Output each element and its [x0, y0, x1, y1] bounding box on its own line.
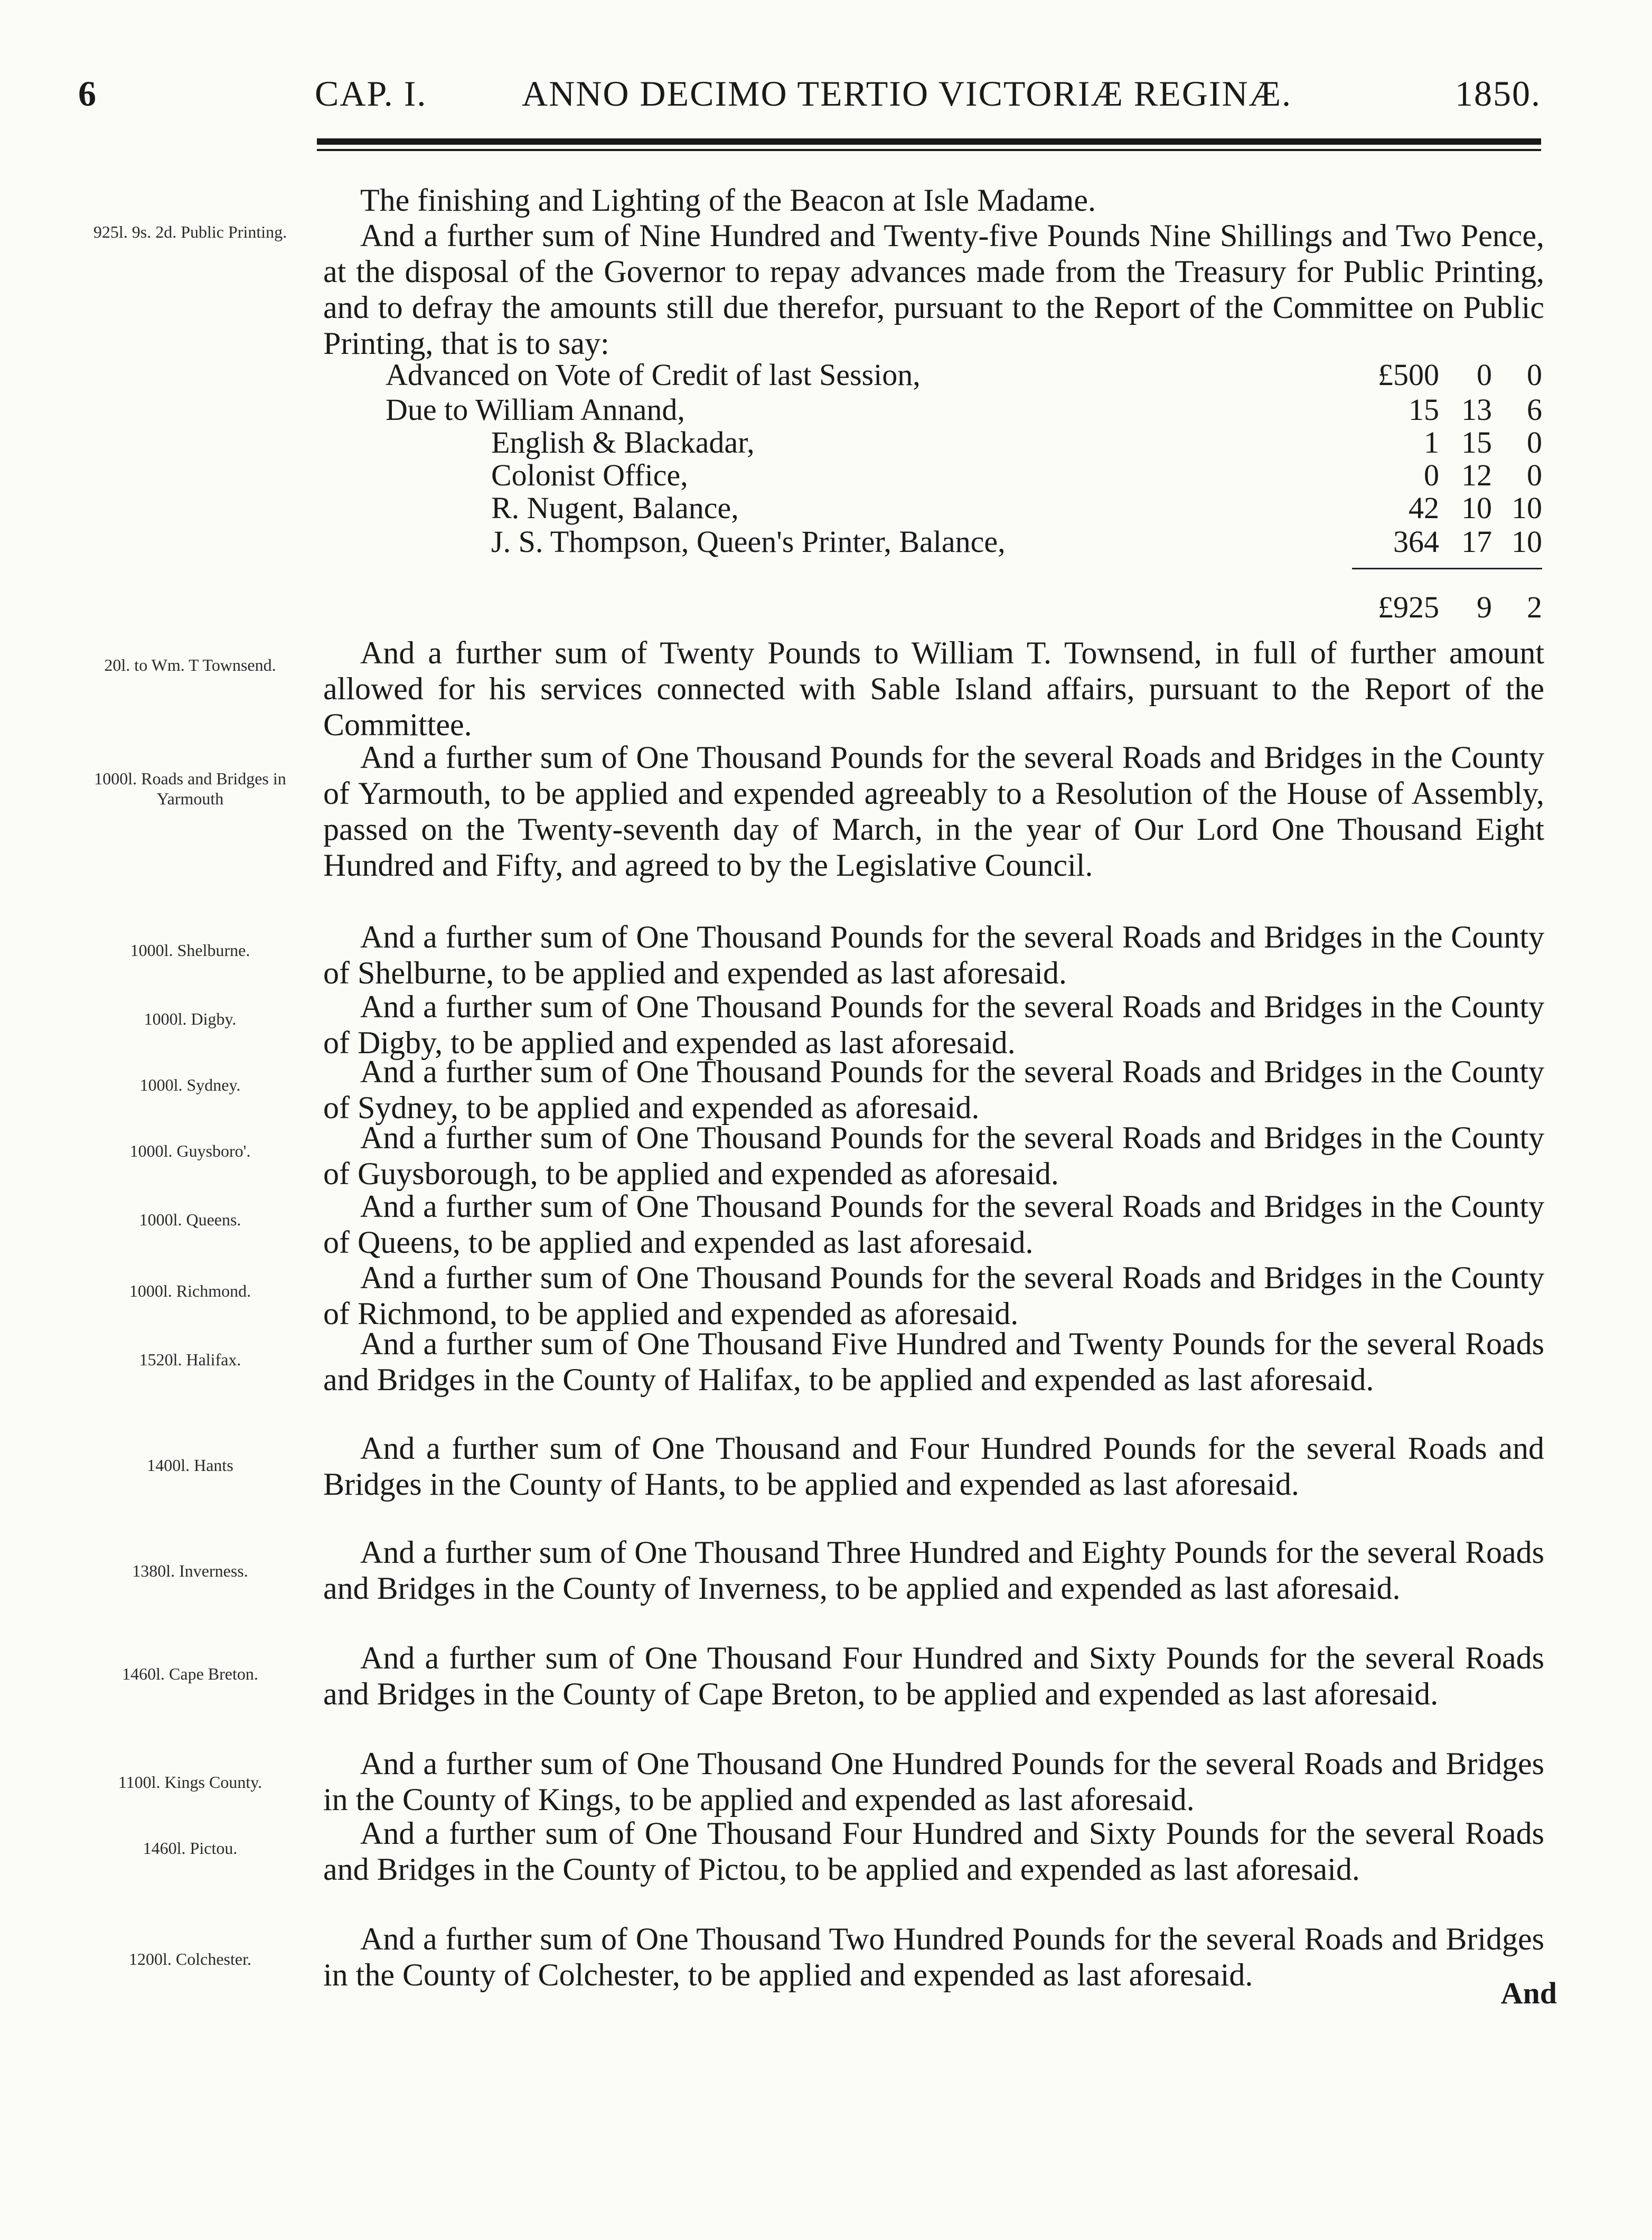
intro-line: The finishing and Lighting of the Beacon at Isle Madame.: [360, 183, 1096, 218]
margin-note: 1000l. Shelburne.: [130, 941, 250, 960]
margin-note: 1200l. Colchester.: [129, 1950, 251, 1969]
margin-note: 1460l. Cape Breton.: [122, 1664, 258, 1683]
margin-note: 1000l. Queens.: [139, 1210, 241, 1229]
printing-item-label: R. Nugent, Balance,: [491, 491, 739, 525]
margin-note: 1380l. Inverness.: [132, 1561, 248, 1580]
margin-note: 1460l. Pictou.: [143, 1839, 238, 1858]
appropriation-paragraph: And a further sum of One Thousand Four Hundred and Sixty Pounds for the several Roads and Bridges in the County of Cape Breton, to be applied and expended as last aforesaid.: [323, 1641, 1544, 1711]
printing-item-label: Colonist Office,: [491, 458, 688, 492]
appropriation-paragraph: And a further sum of One Thousand Three Hundred and Eighty Pounds for the several Roads and Bridges in the County of Inverness, to be applied and expended as last aforesaid.: [323, 1535, 1544, 1606]
header-rule-thick: [317, 138, 1541, 145]
margin-note: 1100l. Kings County.: [118, 1773, 262, 1792]
header-rule-thin: [317, 149, 1541, 151]
chapter-label: CAP. I.: [315, 73, 427, 114]
margin-note: 1000l. Digby.: [144, 1009, 237, 1028]
margin-note: 1000l. Guysboro'.: [129, 1141, 251, 1160]
catchword: And: [1500, 1976, 1557, 2010]
appropriation-paragraph: And a further sum of One Thousand Pounds for the several Roads and Bridges in the County of Yarmouth, to be applied and expended agreeably to a Resolution of the House of Assembly, passed on the Twenty-seventh day of March, in the year of Our Lord One Thousand Eight Hundred and Fifty, and agreed to by the Legislative Council.: [323, 740, 1544, 883]
printing-item-label: J. S. Thompson, Queen's Printer, Balance,: [491, 524, 1006, 559]
printing-item-label: English & Blackadar,: [491, 425, 755, 460]
margin-note: 1000l. Richmond.: [129, 1281, 251, 1300]
appropriation-paragraph: And a further sum of One Thousand Two Hundred Pounds for the several Roads and Bridges in the County of Colchester, to be applied and expended as last aforesaid.: [323, 1922, 1544, 1992]
appropriation-paragraph: And a further sum of One Thousand Pounds for the several Roads and Bridges in the County of Sydney, to be applied and expended as aforesaid.: [323, 1054, 1544, 1125]
printing-paragraph: And a further sum of Nine Hundred and Twenty-five Pounds Nine Shillings and Two Pence, at the disposal of the Governor to repay advances made from the Treasury for Public Printing, and to defray the amounts still due therefor, pursuant to the Report of the Committee on Public Printing, that is to say:: [323, 218, 1544, 361]
appropriation-paragraph: And a further sum of One Thousand Five Hundred and Twenty Pounds for the several Roads and Bridges in the County of Halifax, to be applied and expended as last aforesaid.: [323, 1326, 1544, 1397]
total-rule: [1352, 568, 1542, 569]
margin-note: 1520l. Halifax.: [139, 1350, 241, 1369]
appropriation-paragraph: And a further sum of One Thousand Four Hundred and Sixty Pounds for the several Roads and Bridges in the County of Pictou, to be applied and expended as last aforesaid.: [323, 1816, 1544, 1887]
margin-note: 1000l. Roads and Bridges in Yarmouth: [94, 769, 286, 808]
margin-note: 20l. to Wm. T Townsend.: [104, 655, 276, 674]
page-title: ANNO DECIMO TERTIO VICTORIÆ REGINÆ.: [522, 73, 1292, 114]
appropriation-paragraph: And a further sum of Twenty Pounds to William T. Townsend, in full of further amount allowed for his services connected with Sable Island affairs, pursuant to the Report of the Committee.: [323, 635, 1544, 742]
margin-note: 1400l. Hants: [147, 1456, 233, 1475]
appropriation-paragraph: And a further sum of One Thousand Pounds for the several Roads and Bridges in the County of Richmond, to be applied and expended as aforesaid.: [323, 1260, 1544, 1331]
margin-note-printing: 925l. 9s. 2d. Public Printing.: [93, 222, 287, 241]
printing-item-label: Advanced on Vote of Credit of last Session,: [386, 358, 921, 392]
appropriation-paragraph: And a further sum of One Thousand Pounds for the several Roads and Bridges in the County of Digby, to be applied and expended as last aforesaid.: [323, 989, 1544, 1060]
appropriation-paragraph: And a further sum of One Thousand Pounds for the several Roads and Bridges in the County of Guysborough, to be applied and expended as aforesaid.: [323, 1120, 1544, 1191]
appropriation-paragraph: And a further sum of One Thousand One Hundred Pounds for the several Roads and Bridges in the County of Kings, to be applied and expended as last aforesaid.: [323, 1746, 1544, 1817]
year-label: 1850.: [1455, 73, 1541, 114]
printing-item-label: Due to William Annand,: [386, 392, 685, 427]
appropriation-paragraph: And a further sum of One Thousand Pounds for the several Roads and Bridges in the County of Shelburne, to be applied and expended as last aforesaid.: [323, 920, 1544, 990]
margin-note: 1000l. Sydney.: [139, 1075, 241, 1094]
appropriation-paragraph: And a further sum of One Thousand Pounds for the several Roads and Bridges in the County of Queens, to be applied and expended as last aforesaid.: [323, 1189, 1544, 1260]
appropriation-paragraph: And a further sum of One Thousand and Four Hundred Pounds for the several Roads and Bridges in the County of Hants, to be applied and expended as last aforesaid.: [323, 1431, 1544, 1502]
page-number: 6: [78, 73, 97, 114]
running-header: [78, 73, 1541, 120]
